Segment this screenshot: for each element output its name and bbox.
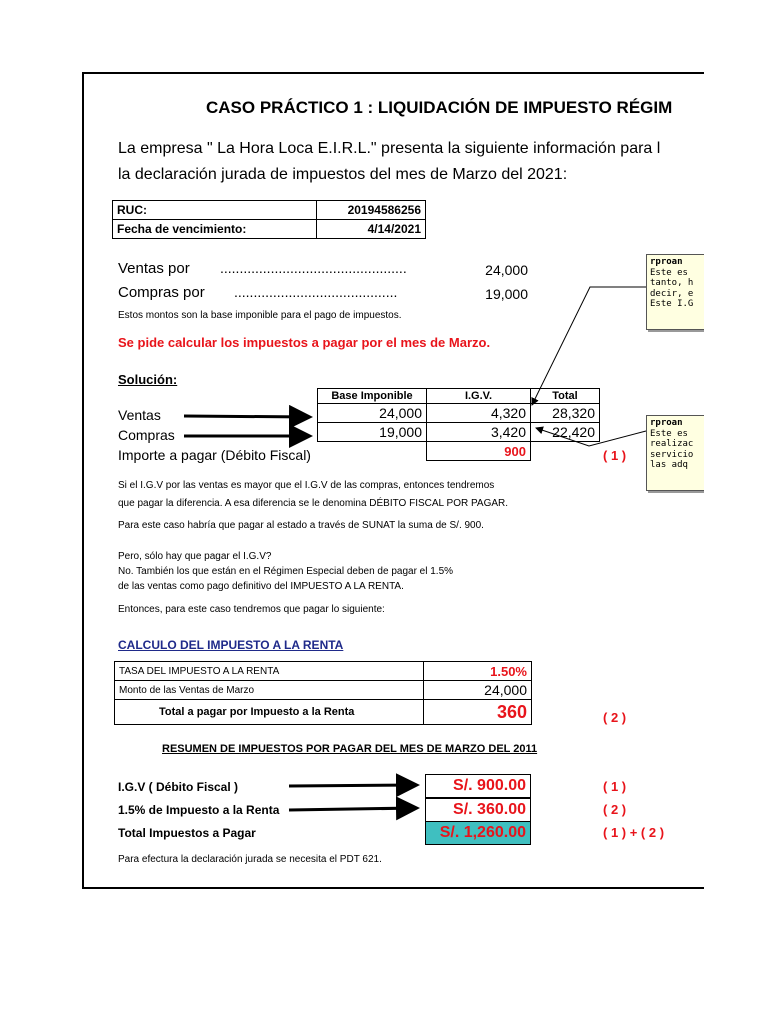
renta-table bbox=[114, 661, 532, 725]
tasa-label: TASA DEL IMPUESTO A LA RENTA bbox=[115, 662, 424, 681]
arrow-ventas bbox=[184, 416, 310, 417]
ventas-base[interactable]: 24,000 bbox=[318, 404, 427, 423]
ruc-label: RUC: bbox=[113, 201, 317, 220]
comment-2-line: servicio bbox=[650, 449, 694, 460]
resumen-heading: RESUMEN DE IMPUESTOS POR PAGAR DEL MES DE MARZO DEL 2011 bbox=[162, 743, 538, 755]
paragraph-4: Entonces, para este caso tendremos que pagar lo siguiente: bbox=[118, 604, 385, 615]
monto-label: Monto de las Ventas de Marzo bbox=[115, 681, 424, 700]
resumen-ref-renta: ( 2 ) bbox=[603, 802, 627, 817]
paragraph-1a: Si el I.G.V por las ventas es mayor que el I.G.V de las compras, entonces tendremos bbox=[118, 480, 495, 491]
monto-value[interactable]: 24,000 bbox=[424, 681, 532, 700]
comment-box-1[interactable] bbox=[646, 254, 704, 330]
comment-1-connector bbox=[532, 287, 646, 405]
fecha-value[interactable]: 4/14/2021 bbox=[317, 220, 426, 239]
resumen-value-renta[interactable]: S/. 360.00 bbox=[425, 798, 531, 822]
ventas-total[interactable]: 28,320 bbox=[531, 404, 600, 423]
paragraph-3a: Pero, sólo hay que pagar el I.G.V? bbox=[118, 551, 272, 562]
base-note: Estos montos son la base imponible para el pago de impuestos. bbox=[118, 310, 402, 321]
ruc-value[interactable]: 20194586256 bbox=[317, 201, 426, 220]
solucion-heading: Solución: bbox=[118, 372, 178, 387]
fecha-label: Fecha de vencimiento: bbox=[113, 220, 317, 239]
comment-box-2[interactable] bbox=[646, 415, 704, 491]
paragraph-1b: que pagar la diferencia. A esa diferencia se le denomina DÉBITO FISCAL POR PAGAR. bbox=[118, 498, 509, 509]
comment-2-line: Este es bbox=[650, 428, 688, 439]
row-label-ventas: Ventas bbox=[118, 407, 161, 423]
renta-ref: ( 2 ) bbox=[603, 710, 627, 725]
renta-total-label: Total a pagar por Impuesto a la Renta bbox=[115, 700, 424, 725]
comment-1-title: rproan bbox=[650, 257, 683, 267]
header-igv: I.G.V. bbox=[427, 389, 531, 404]
compras-label: Compras por bbox=[118, 284, 205, 301]
arrow-igv bbox=[289, 785, 417, 786]
paragraph-3c: de las ventas como pago definitivo del IMPUESTO A LA RENTA. bbox=[118, 581, 404, 592]
comment-2-line: realizac bbox=[650, 439, 694, 449]
comment-2-line: las adq bbox=[650, 460, 688, 470]
compras-value[interactable]: 19,000 bbox=[485, 286, 528, 302]
resumen-label-renta: 1.5% de Impuesto a la Renta bbox=[118, 803, 280, 817]
spreadsheet-sheet bbox=[82, 72, 704, 889]
importe-label: Importe a pagar (Débito Fiscal) bbox=[118, 447, 311, 463]
resumen-ref-total: ( 1 ) + ( 2 ) bbox=[603, 825, 665, 840]
ventas-label: Ventas por bbox=[118, 260, 190, 277]
ventas-igv[interactable]: 4,320 bbox=[427, 404, 531, 423]
comment-1-line: Este es bbox=[650, 267, 688, 278]
intro-line-1: La empresa " La Hora Loca E.I.R.L." presenta la siguiente información para l bbox=[118, 140, 661, 157]
header-base: Base Imponible bbox=[318, 389, 427, 404]
comment-2-connector bbox=[536, 428, 646, 446]
tasa-value[interactable]: 1.50% bbox=[424, 662, 532, 681]
resumen-value-total[interactable]: S/. 1,260.00 bbox=[425, 821, 531, 845]
page-title: CASO PRÁCTICO 1 : LIQUIDACIÓN DE IMPUESTO RÉGIM bbox=[206, 98, 673, 117]
resumen-label-igv: I.G.V ( Débito Fiscal ) bbox=[118, 780, 239, 794]
paragraph-3b: No. También los que están en el Régimen Especial deben de pagar el 1.5% bbox=[118, 566, 454, 577]
footer-note: Para efectura la declaración jurada se necesita el PDT 621. bbox=[118, 854, 382, 865]
comment-2-title: rproan bbox=[650, 418, 683, 428]
compras-total[interactable]: 22,420 bbox=[531, 423, 600, 442]
ventas-dots: ................................................ bbox=[220, 260, 407, 276]
renta-total-value[interactable]: 360 bbox=[424, 700, 532, 725]
importe-ref: ( 1 ) bbox=[603, 448, 627, 463]
compras-base[interactable]: 19,000 bbox=[318, 423, 427, 442]
ventas-value[interactable]: 24,000 bbox=[485, 262, 528, 278]
resumen-ref-igv: ( 1 ) bbox=[603, 779, 627, 794]
comment-1-line: decir, e bbox=[650, 288, 694, 299]
arrow-renta bbox=[289, 808, 417, 810]
comment-1-line: Este I.G bbox=[650, 299, 694, 309]
pide-text: Se pide calcular los impuestos a pagar por el mes de Marzo. bbox=[118, 335, 491, 350]
comment-1-line: tanto, h bbox=[650, 278, 694, 288]
renta-heading: CALCULO DEL IMPUESTO A LA RENTA bbox=[118, 638, 344, 652]
intro-line-2: la declaración jurada de impuestos del mes de Marzo del 2021: bbox=[118, 166, 568, 183]
header-total: Total bbox=[531, 389, 600, 404]
importe-value[interactable]: 900 bbox=[427, 442, 531, 461]
resumen-value-igv[interactable]: S/. 900.00 bbox=[425, 774, 531, 798]
resumen-label-total: Total Impuestos a Pagar bbox=[118, 826, 256, 840]
paragraph-2: Para este caso habría que pagar al estado a través de SUNAT la suma de S/. 900. bbox=[118, 520, 484, 531]
compras-dots: .......................................... bbox=[234, 284, 398, 300]
row-label-compras: Compras bbox=[118, 427, 175, 443]
compras-igv[interactable]: 3,420 bbox=[427, 423, 531, 442]
